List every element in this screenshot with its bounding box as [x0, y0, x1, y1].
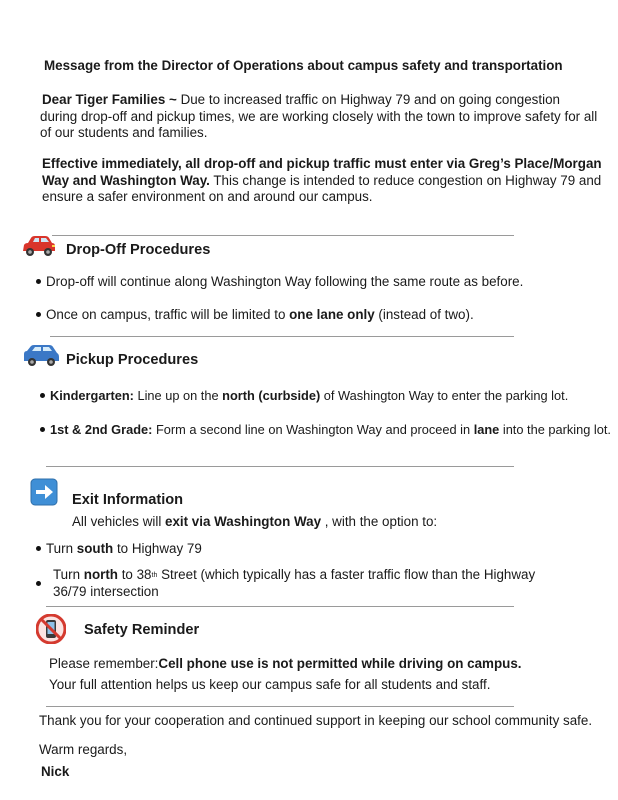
- letter-title: Message from the Director of Operations about campus safety and transportation: [44, 58, 563, 73]
- no-phone-icon: [36, 614, 66, 644]
- bullet-dot: [36, 312, 41, 317]
- bullet-text: 36/79 intersection: [53, 583, 159, 599]
- closing-thanks: Thank you for your cooperation and continued support in keeping our school community safe.: [39, 713, 593, 728]
- pickup-kindergarten: [40, 388, 610, 403]
- ordinal-suffix: th: [151, 572, 158, 579]
- dropoff-heading: Drop-Off Procedures: [66, 242, 211, 258]
- greeting-paragraph: [40, 92, 600, 142]
- closing-regards: Warm regards,: [39, 742, 128, 757]
- bullet-emphasis: south: [76, 541, 114, 556]
- bullet-label: 1st & 2nd Grade:: [50, 422, 153, 437]
- bullet-text: Turn: [53, 567, 84, 582]
- exit-heading: Exit Information: [72, 492, 184, 508]
- exit-intro-text: , with the option to:: [321, 514, 438, 529]
- bullet-emphasis: lane: [473, 422, 500, 437]
- bullet-dot: [40, 427, 45, 432]
- bullet-text: (instead of two).: [374, 307, 474, 322]
- bullet-text: Street (which typically has a faster traffic flow than the Highway: [157, 567, 536, 582]
- bullet-text: Form a second line on Washington Way and proceed in: [152, 422, 474, 437]
- bullet-dot: [36, 279, 41, 284]
- safety-line-2: Your full attention helps us keep our campus safe for all students and staff.: [49, 677, 491, 692]
- divider: [46, 606, 514, 607]
- safety-text: Please remember:: [49, 656, 159, 671]
- bullet-text: Once on campus, traffic will be limited to: [46, 307, 290, 322]
- divider: [46, 706, 514, 707]
- bullet-text: of Washington Way to enter the parking lot.: [320, 388, 569, 403]
- blue-suv-icon: [22, 344, 60, 370]
- pickup-heading: Pickup Procedures: [66, 352, 199, 368]
- exit-option-north: [53, 567, 573, 600]
- bullet-text: to Highway 79: [113, 541, 202, 556]
- bullet-text: Turn: [46, 541, 77, 556]
- effective-notice: Effective immediately, all drop-off and pickup traffic must enter via Greg’s Place/Morgan Way and Washington Way.: [42, 156, 602, 188]
- dropoff-bullet-2: [36, 307, 606, 322]
- bullet-text: to 38: [117, 567, 152, 582]
- effective-rest: This change is intended to reduce congestion on Highway 79 and ensure a safer environment on and around our campus.: [42, 172, 602, 204]
- safety-heading: Safety Reminder: [84, 622, 200, 638]
- bullet-dot: [36, 581, 41, 586]
- exit-option-south: [36, 541, 606, 556]
- red-car-icon: [20, 234, 58, 260]
- bullet-emphasis: one lane only: [289, 307, 375, 322]
- effective-paragraph: [42, 156, 602, 206]
- bullet-text: Line up on the: [133, 388, 223, 403]
- dropoff-bullet-1: [36, 274, 606, 289]
- bullet-dot: [36, 546, 41, 551]
- exit-intro-emphasis: exit via Washington Way: [165, 514, 322, 529]
- divider: [46, 466, 514, 467]
- bullet-emphasis: north (curbside): [222, 388, 321, 403]
- divider: [52, 235, 514, 236]
- bullet-text: Drop-off will continue along Washington Way following the same route as before.: [46, 274, 524, 289]
- right-arrow-icon: [30, 478, 58, 506]
- divider: [50, 336, 514, 337]
- safety-line-1: [49, 656, 609, 671]
- exit-intro-text: All vehicles will: [72, 514, 166, 529]
- bullet-label: Kindergarten:: [50, 388, 134, 403]
- safety-emphasis: Cell phone use is not permitted while driving on campus.: [158, 656, 522, 671]
- exit-intro: [72, 514, 612, 529]
- bullet-dot: [40, 393, 45, 398]
- bullet-emphasis: north: [83, 567, 118, 582]
- pickup-grades: [40, 422, 614, 437]
- salutation: Dear Tiger Families ~: [42, 92, 177, 107]
- signature: Nick: [41, 764, 70, 779]
- bullet-text: into the parking lot.: [499, 422, 611, 437]
- greeting-body: Due to increased traffic on Highway 79 and on going congestion during drop-off and pickup times, we are working closely with the town to improve safety for all of our students and families.: [40, 92, 598, 140]
